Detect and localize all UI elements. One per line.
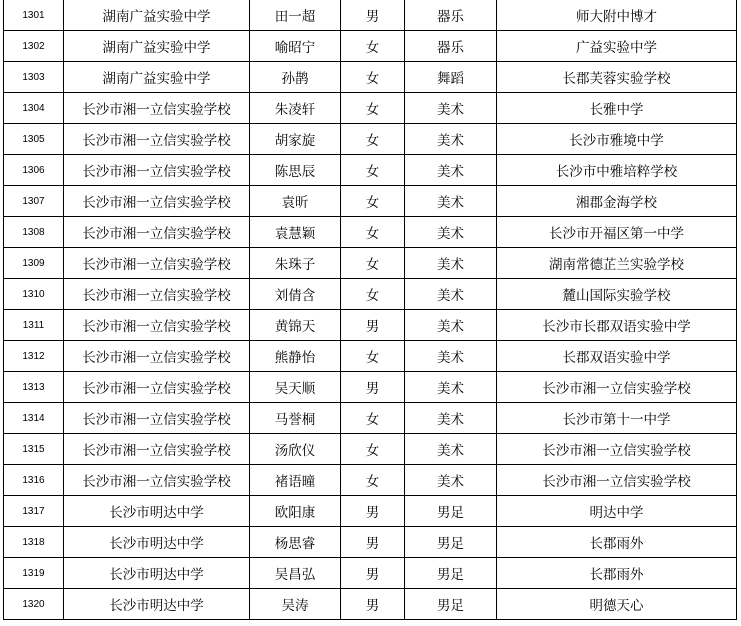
cell-specialty: 美术 (405, 155, 497, 186)
cell-admitting-school: 湖南广益实验中学 (64, 62, 250, 93)
cell-gender: 男 (341, 310, 405, 341)
cell-student-name: 杨思睿 (250, 527, 341, 558)
cell-gender: 女 (341, 186, 405, 217)
table-row (4, 248, 737, 279)
cell-origin-school: 明德天心 (497, 589, 737, 620)
cell-origin-school: 麓山国际实验学校 (497, 279, 737, 310)
cell-gender: 男 (341, 558, 405, 589)
cell-specialty: 美术 (405, 310, 497, 341)
cell-specialty: 美术 (405, 217, 497, 248)
table-row (4, 372, 737, 403)
cell-origin-school: 湖南常德芷兰实验学校 (497, 248, 737, 279)
cell-admitting-school: 长沙市明达中学 (64, 589, 250, 620)
cell-student-name: 马誉桐 (250, 403, 341, 434)
cell-gender: 男 (341, 0, 405, 31)
cell-student-id: 1302 (4, 31, 64, 62)
table-row (4, 155, 737, 186)
cell-student-name: 吴天顺 (250, 372, 341, 403)
cell-origin-school: 长沙市第十一中学 (497, 403, 737, 434)
cell-student-name: 朱凌轩 (250, 93, 341, 124)
cell-origin-school: 长郡芙蓉实验学校 (497, 62, 737, 93)
cell-student-name: 吴涛 (250, 589, 341, 620)
table-row (4, 589, 737, 620)
cell-student-id: 1303 (4, 62, 64, 93)
table-row (4, 310, 737, 341)
cell-origin-school: 湘郡金海学校 (497, 186, 737, 217)
cell-specialty: 美术 (405, 434, 497, 465)
cell-student-name: 朱珠子 (250, 248, 341, 279)
table-row (4, 0, 737, 31)
cell-admitting-school: 长沙市湘一立信实验学校 (64, 155, 250, 186)
cell-specialty: 美术 (405, 372, 497, 403)
cell-gender: 男 (341, 589, 405, 620)
cell-admitting-school: 长沙市湘一立信实验学校 (64, 217, 250, 248)
table-row (4, 124, 737, 155)
cell-admitting-school: 长沙市明达中学 (64, 527, 250, 558)
table-row (4, 558, 737, 589)
cell-admitting-school: 长沙市明达中学 (64, 496, 250, 527)
cell-origin-school: 长沙市湘一立信实验学校 (497, 372, 737, 403)
cell-student-id: 1311 (4, 310, 64, 341)
cell-admitting-school: 长沙市湘一立信实验学校 (64, 248, 250, 279)
cell-gender: 女 (341, 124, 405, 155)
cell-specialty: 器乐 (405, 31, 497, 62)
cell-student-name: 欧阳康 (250, 496, 341, 527)
cell-specialty: 美术 (405, 186, 497, 217)
cell-student-id: 1305 (4, 124, 64, 155)
cell-student-id: 1315 (4, 434, 64, 465)
cell-origin-school: 长郡雨外 (497, 527, 737, 558)
table-row (4, 341, 737, 372)
cell-admitting-school: 长沙市湘一立信实验学校 (64, 465, 250, 496)
cell-origin-school: 明达中学 (497, 496, 737, 527)
cell-specialty: 男足 (405, 558, 497, 589)
cell-admitting-school: 长沙市湘一立信实验学校 (64, 93, 250, 124)
table-row (4, 434, 737, 465)
cell-student-name: 黄锦天 (250, 310, 341, 341)
cell-student-name: 孙鹊 (250, 62, 341, 93)
table-row (4, 62, 737, 93)
cell-specialty: 舞蹈 (405, 62, 497, 93)
cell-gender: 女 (341, 217, 405, 248)
cell-admitting-school: 长沙市湘一立信实验学校 (64, 403, 250, 434)
cell-origin-school: 长沙市湘一立信实验学校 (497, 465, 737, 496)
cell-student-id: 1314 (4, 403, 64, 434)
cell-student-name: 汤欣仪 (250, 434, 341, 465)
cell-admitting-school: 长沙市湘一立信实验学校 (64, 124, 250, 155)
cell-specialty: 男足 (405, 527, 497, 558)
cell-gender: 女 (341, 31, 405, 62)
cell-origin-school: 长沙市开福区第一中学 (497, 217, 737, 248)
cell-origin-school: 师大附中博才 (497, 0, 737, 31)
cell-admitting-school: 长沙市湘一立信实验学校 (64, 279, 250, 310)
cell-student-name: 袁昕 (250, 186, 341, 217)
cell-student-id: 1319 (4, 558, 64, 589)
cell-origin-school: 长沙市中雅培粹学校 (497, 155, 737, 186)
cell-gender: 女 (341, 62, 405, 93)
cell-student-id: 1301 (4, 0, 64, 31)
cell-specialty: 男足 (405, 589, 497, 620)
cell-origin-school: 广益实验中学 (497, 31, 737, 62)
table-row (4, 465, 737, 496)
cell-origin-school: 长沙市湘一立信实验学校 (497, 434, 737, 465)
cell-student-name: 吴昌弘 (250, 558, 341, 589)
cell-specialty: 美术 (405, 403, 497, 434)
cell-specialty: 美术 (405, 124, 497, 155)
cell-student-id: 1312 (4, 341, 64, 372)
cell-student-name: 袁慧颖 (250, 217, 341, 248)
cell-gender: 男 (341, 496, 405, 527)
cell-specialty: 器乐 (405, 0, 497, 31)
cell-student-id: 1308 (4, 217, 64, 248)
cell-specialty: 男足 (405, 496, 497, 527)
cell-origin-school: 长郡双语实验中学 (497, 341, 737, 372)
cell-student-name: 褚语曈 (250, 465, 341, 496)
cell-admitting-school: 长沙市明达中学 (64, 558, 250, 589)
cell-student-id: 1310 (4, 279, 64, 310)
cell-origin-school: 长雅中学 (497, 93, 737, 124)
cell-gender: 女 (341, 279, 405, 310)
cell-specialty: 美术 (405, 341, 497, 372)
cell-origin-school: 长沙市雅境中学 (497, 124, 737, 155)
cell-origin-school: 长郡雨外 (497, 558, 737, 589)
cell-gender: 女 (341, 465, 405, 496)
table-row (4, 496, 737, 527)
table-row (4, 403, 737, 434)
cell-gender: 女 (341, 341, 405, 372)
cell-student-name: 喻昭宁 (250, 31, 341, 62)
cell-gender: 女 (341, 155, 405, 186)
table-row (4, 217, 737, 248)
cell-student-id: 1316 (4, 465, 64, 496)
table-row (4, 527, 737, 558)
table-row (4, 31, 737, 62)
cell-admitting-school: 长沙市湘一立信实验学校 (64, 434, 250, 465)
cell-gender: 男 (341, 527, 405, 558)
cell-specialty: 美术 (405, 248, 497, 279)
cell-student-id: 1317 (4, 496, 64, 527)
table-row (4, 93, 737, 124)
cell-student-id: 1320 (4, 589, 64, 620)
cell-student-name: 熊静怡 (250, 341, 341, 372)
cell-gender: 女 (341, 434, 405, 465)
admission-list-table (3, 0, 737, 620)
cell-student-id: 1304 (4, 93, 64, 124)
cell-admitting-school: 长沙市湘一立信实验学校 (64, 310, 250, 341)
cell-student-name: 刘倩含 (250, 279, 341, 310)
cell-student-id: 1313 (4, 372, 64, 403)
cell-admitting-school: 湖南广益实验中学 (64, 0, 250, 31)
cell-admitting-school: 长沙市湘一立信实验学校 (64, 341, 250, 372)
cell-gender: 女 (341, 93, 405, 124)
cell-student-id: 1309 (4, 248, 64, 279)
cell-admitting-school: 长沙市湘一立信实验学校 (64, 186, 250, 217)
cell-gender: 女 (341, 248, 405, 279)
cell-student-name: 陈思辰 (250, 155, 341, 186)
table-body (4, 0, 737, 620)
cell-gender: 男 (341, 372, 405, 403)
table-row (4, 186, 737, 217)
cell-specialty: 美术 (405, 465, 497, 496)
cell-student-name: 田一超 (250, 0, 341, 31)
cell-origin-school: 长沙市长郡双语实验中学 (497, 310, 737, 341)
cell-specialty: 美术 (405, 93, 497, 124)
table-row (4, 279, 737, 310)
cell-gender: 女 (341, 403, 405, 434)
cell-student-id: 1307 (4, 186, 64, 217)
cell-student-name: 胡家旋 (250, 124, 341, 155)
cell-student-id: 1318 (4, 527, 64, 558)
cell-student-id: 1306 (4, 155, 64, 186)
cell-specialty: 美术 (405, 279, 497, 310)
cell-admitting-school: 长沙市湘一立信实验学校 (64, 372, 250, 403)
cell-admitting-school: 湖南广益实验中学 (64, 31, 250, 62)
